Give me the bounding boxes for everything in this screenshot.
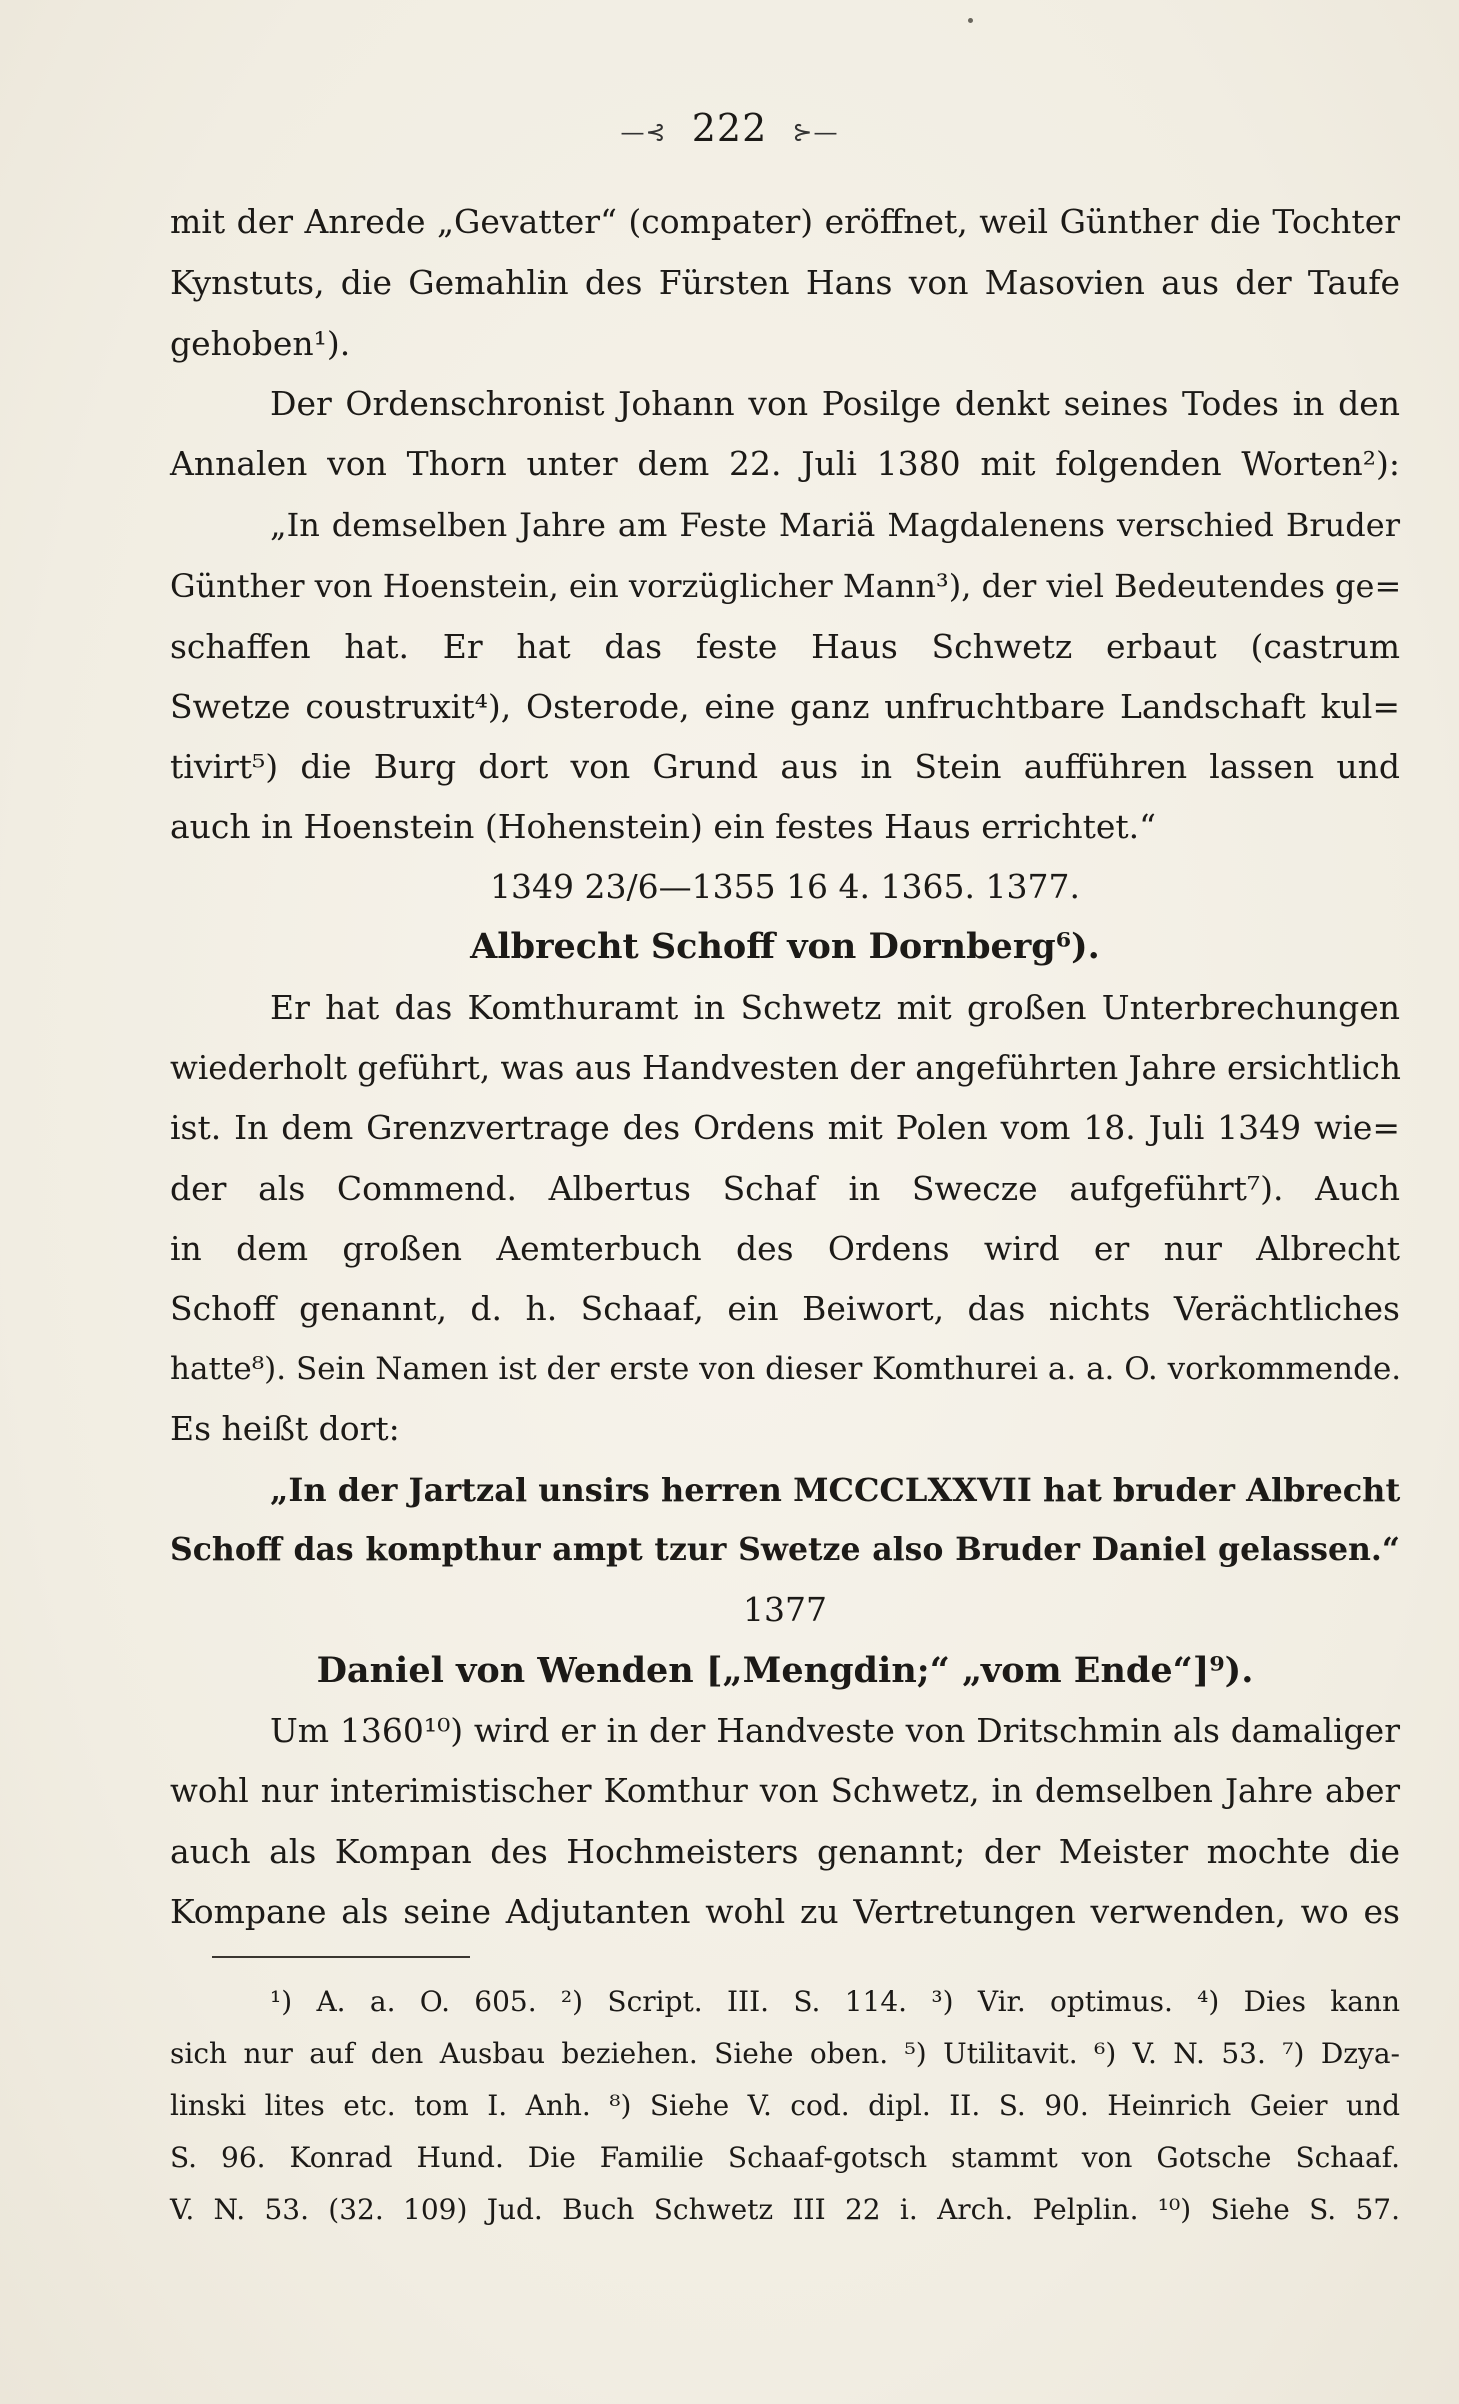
text-line: Günther von Hoenstein, ein vorzüglicher Mann³), der viel Bedeutendes ge= bbox=[170, 567, 1402, 605]
text-line: Kynstuts, die Gemahlin des Fürsten Hans von Masovien aus der Taufe bbox=[170, 263, 1400, 302]
text-line: Es heißt dort: bbox=[170, 1409, 400, 1448]
section-heading: Daniel von Wenden [„Mengdin;“ „vom Ende“]⁹). bbox=[316, 1650, 1254, 1691]
ink-speck bbox=[968, 18, 973, 23]
text-line: Er hat das Komthuramt in Schwetz mit großen Unterbrechungen bbox=[270, 988, 1400, 1027]
text-line: mit der Anrede „Gevatter“ (compater) eröffnet, weil Günther die Tochter bbox=[170, 202, 1400, 241]
header-ornament-right: ⊱— bbox=[792, 117, 839, 146]
text-line: Kompane als seine Adjutanten wohl zu Vertretungen verwenden, wo es bbox=[170, 1892, 1400, 1931]
year-line: 1349 23/6—1355 16 4. 1365. 1377. bbox=[490, 867, 1080, 906]
header-ornament-left: —⊰ bbox=[620, 117, 667, 146]
page-header bbox=[0, 98, 1459, 162]
text-line: der als Commend. Albertus Schaf in Swecze aufgeführt⁷). Auch bbox=[170, 1169, 1400, 1208]
footnote-divider bbox=[212, 1956, 470, 1958]
footnote-line: V. N. 53. (32. 109) Jud. Buch Schwetz III 22 i. Arch. Pelplin. ¹⁰) Siehe S. 57. bbox=[170, 2193, 1400, 2226]
text-line: hatte⁸). Sein Namen ist der erste von dieser Komthurei a. a. O. vorkommende. bbox=[170, 1351, 1402, 1387]
text-line: schaffen hat. Er hat das feste Haus Schwetz erbaut (castrum bbox=[170, 627, 1400, 666]
year-line: 1377 bbox=[743, 1590, 827, 1629]
text-line: in dem großen Aemterbuch des Ordens wird er nur Albrecht bbox=[170, 1229, 1400, 1268]
text-line: tivirt⁵) die Burg dort von Grund aus in Stein aufführen lassen und bbox=[170, 747, 1400, 786]
text-line: Schoff genannt, d. h. Schaaf, ein Beiwort, das nichts Verächtliches bbox=[170, 1289, 1400, 1328]
footnote-line: sich nur auf den Ausbau beziehen. Siehe oben. ⁵) Utilitavit. ⁶) V. N. 53. ⁷) Dzya- bbox=[170, 2037, 1400, 2070]
section-heading: Albrecht Schoff von Dornberg⁶). bbox=[470, 926, 1100, 967]
text-line: Um 1360¹⁰) wird er in der Handveste von Dritschmin als damaliger bbox=[270, 1711, 1400, 1750]
text-line: auch als Kompan des Hochmeisters genannt; der Meister mochte die bbox=[170, 1832, 1400, 1871]
quote-line: „In der Jartzal unsirs herren MCCCLXXVII hat bruder Albrecht bbox=[270, 1471, 1401, 1509]
text-line: gehoben¹). bbox=[170, 324, 351, 363]
text-line: ist. In dem Grenzvertrage des Ordens mit Polen vom 18. Juli 1349 wie= bbox=[170, 1108, 1400, 1147]
text-line: Der Ordenschronist Johann von Posilge denkt seines Todes in den bbox=[270, 384, 1400, 423]
text-line: Annalen von Thorn unter dem 22. Juli 1380 mit folgenden Worten²): bbox=[170, 444, 1400, 483]
text-line: auch in Hoenstein (Hohenstein) ein festes Haus errichtet.“ bbox=[170, 807, 1156, 846]
text-line: Swetze coustruxit⁴), Osterode, eine ganz unfruchtbare Landschaft kul= bbox=[170, 687, 1400, 726]
footnote-line: linski lites etc. tom I. Anh. ⁸) Siehe V. cod. dipl. II. S. 90. Heinrich Geier und bbox=[170, 2089, 1400, 2122]
page-number: 222 bbox=[691, 106, 768, 150]
text-line: wiederholt geführt, was aus Handvesten der angeführten Jahre ersichtlich bbox=[170, 1049, 1401, 1087]
quote-line: Schoff das kompthur ampt tzur Swetze also Bruder Daniel gelassen.“ bbox=[170, 1531, 1400, 1568]
footnote-line: S. 96. Konrad Hund. Die Familie Schaaf-gotsch stammt von Gotsche Schaaf. bbox=[170, 2141, 1400, 2174]
text-line: „In demselben Jahre am Feste Mariä Magdalenens verschied Bruder bbox=[270, 506, 1400, 544]
text-line: wohl nur interimistischer Komthur von Schwetz, in demselben Jahre aber bbox=[170, 1772, 1400, 1810]
footnote-line: ¹) A. a. O. 605. ²) Script. III. S. 114. ³) Vir. optimus. ⁴) Dies kann bbox=[270, 1985, 1400, 2018]
